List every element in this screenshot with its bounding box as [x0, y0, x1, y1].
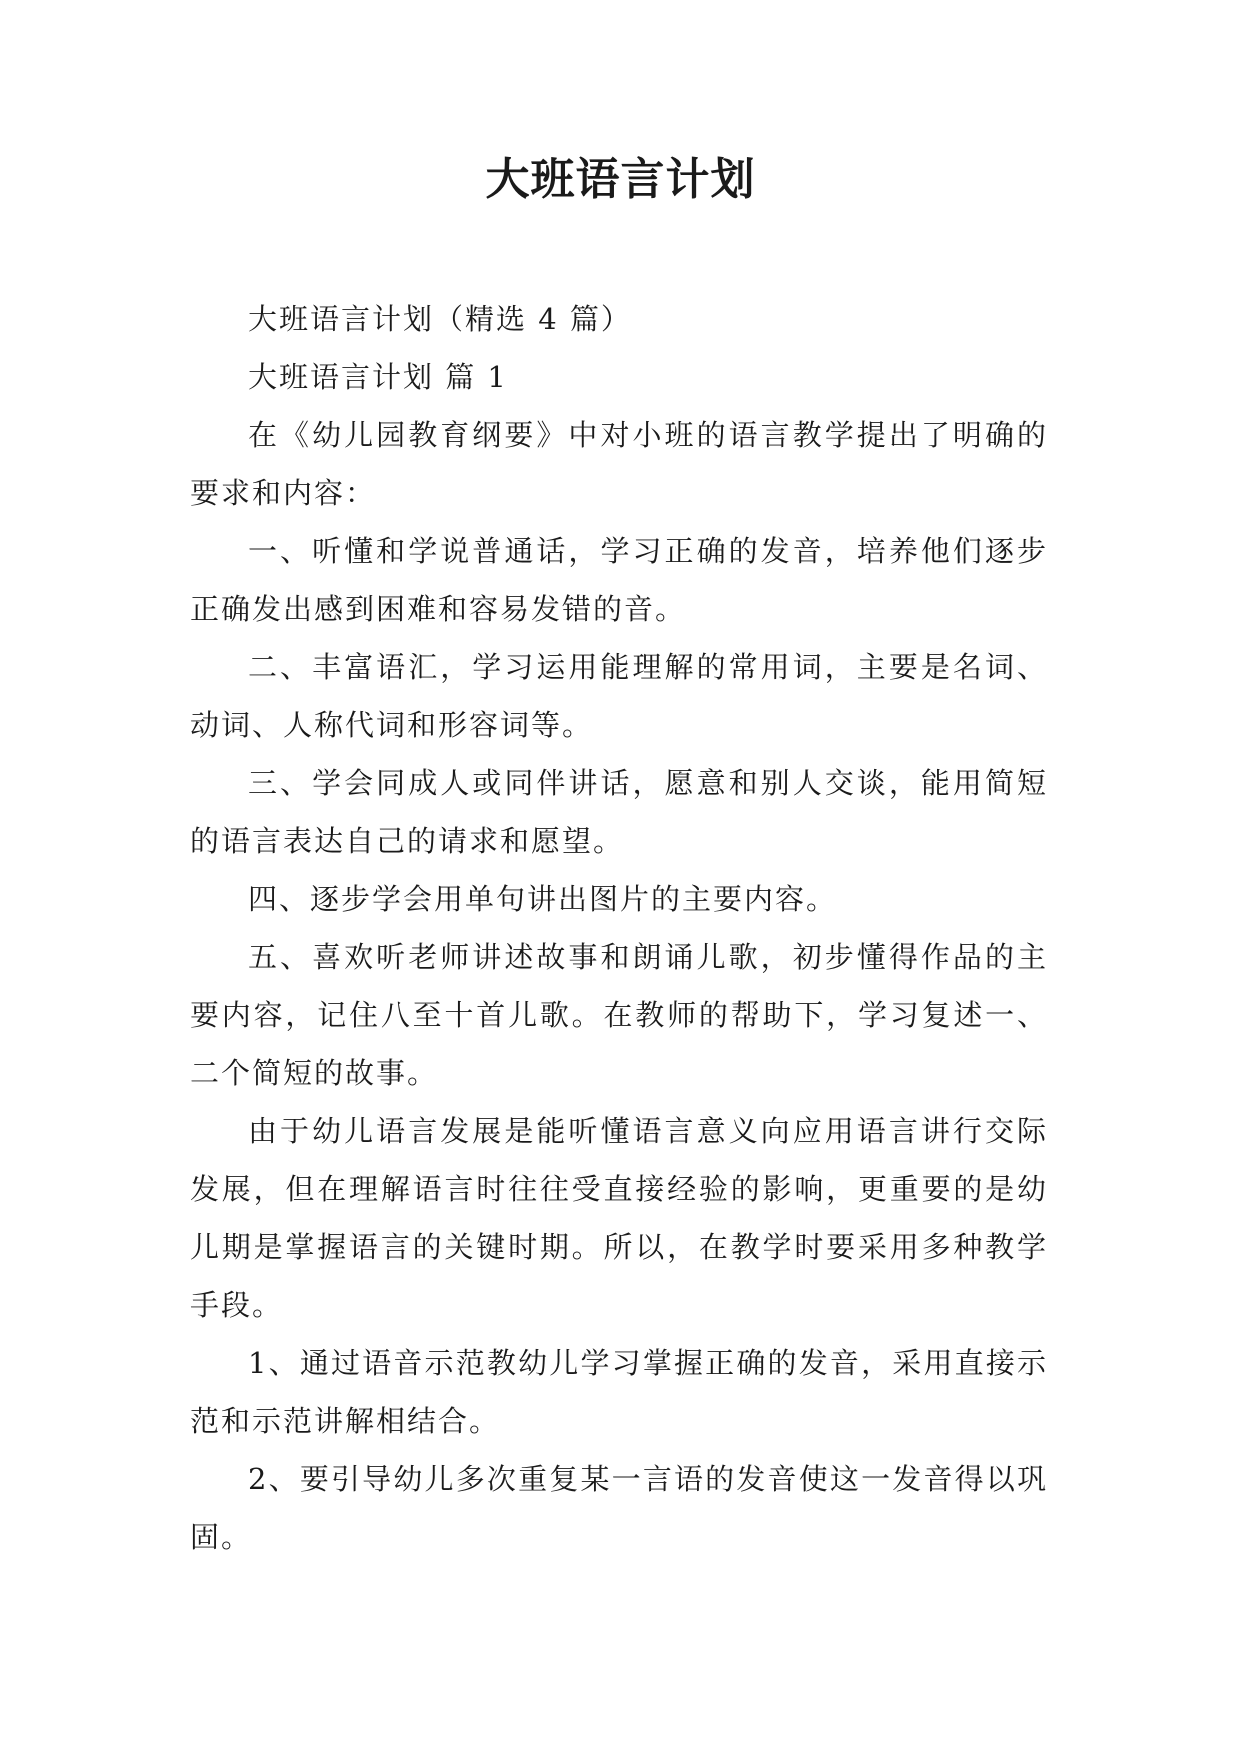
paragraph: 五、喜欢听老师讲述故事和朗诵儿歌，初步懂得作品的主要内容，记住八至十首儿歌。在教师的帮助下，学习复述一、二个简短的故事。 [190, 940, 1048, 1090]
paragraph-subtitle: 大班语言计划（精选 4 篇） [248, 302, 632, 336]
paragraph-section-heading: 大班语言计划 篇 1 [248, 360, 508, 394]
paragraph: 由于幼儿语言发展是能听懂语言意义向应用语言讲行交际发展，但在理解语言时往往受直接经验的影响，更重要的是幼儿期是掌握语言的关键时期。所以，在教学时要采用多种教学手段。 [190, 1114, 1048, 1322]
paragraph: 一、听懂和学说普通话，学习正确的发音，培养他们逐步正确发出感到困难和容易发错的音。 [190, 534, 1048, 626]
document-title: 大班语言计划 [485, 154, 756, 205]
paragraph: 二、丰富语汇，学习运用能理解的常用词，主要是名词、动词、人称代词和形容词等。 [190, 650, 1048, 742]
paragraph: 三、学会同成人或同伴讲话，愿意和别人交谈，能用简短的语言表达自己的请求和愿望。 [190, 766, 1048, 858]
paragraph: 在《幼儿园教育纲要》中对小班的语言教学提出了明确的要求和内容： [190, 418, 1048, 510]
paragraph: 四、逐步学会用单句讲出图片的主要内容。 [248, 882, 838, 916]
paragraph: 2、要引导幼儿多次重复某一言语的发音使这一发音得以巩固。 [190, 1462, 1048, 1554]
document-body [190, 290, 1048, 1566]
paragraph: 1、通过语音示范教幼儿学习掌握正确的发音，采用直接示范和示范讲解相结合。 [190, 1346, 1048, 1438]
